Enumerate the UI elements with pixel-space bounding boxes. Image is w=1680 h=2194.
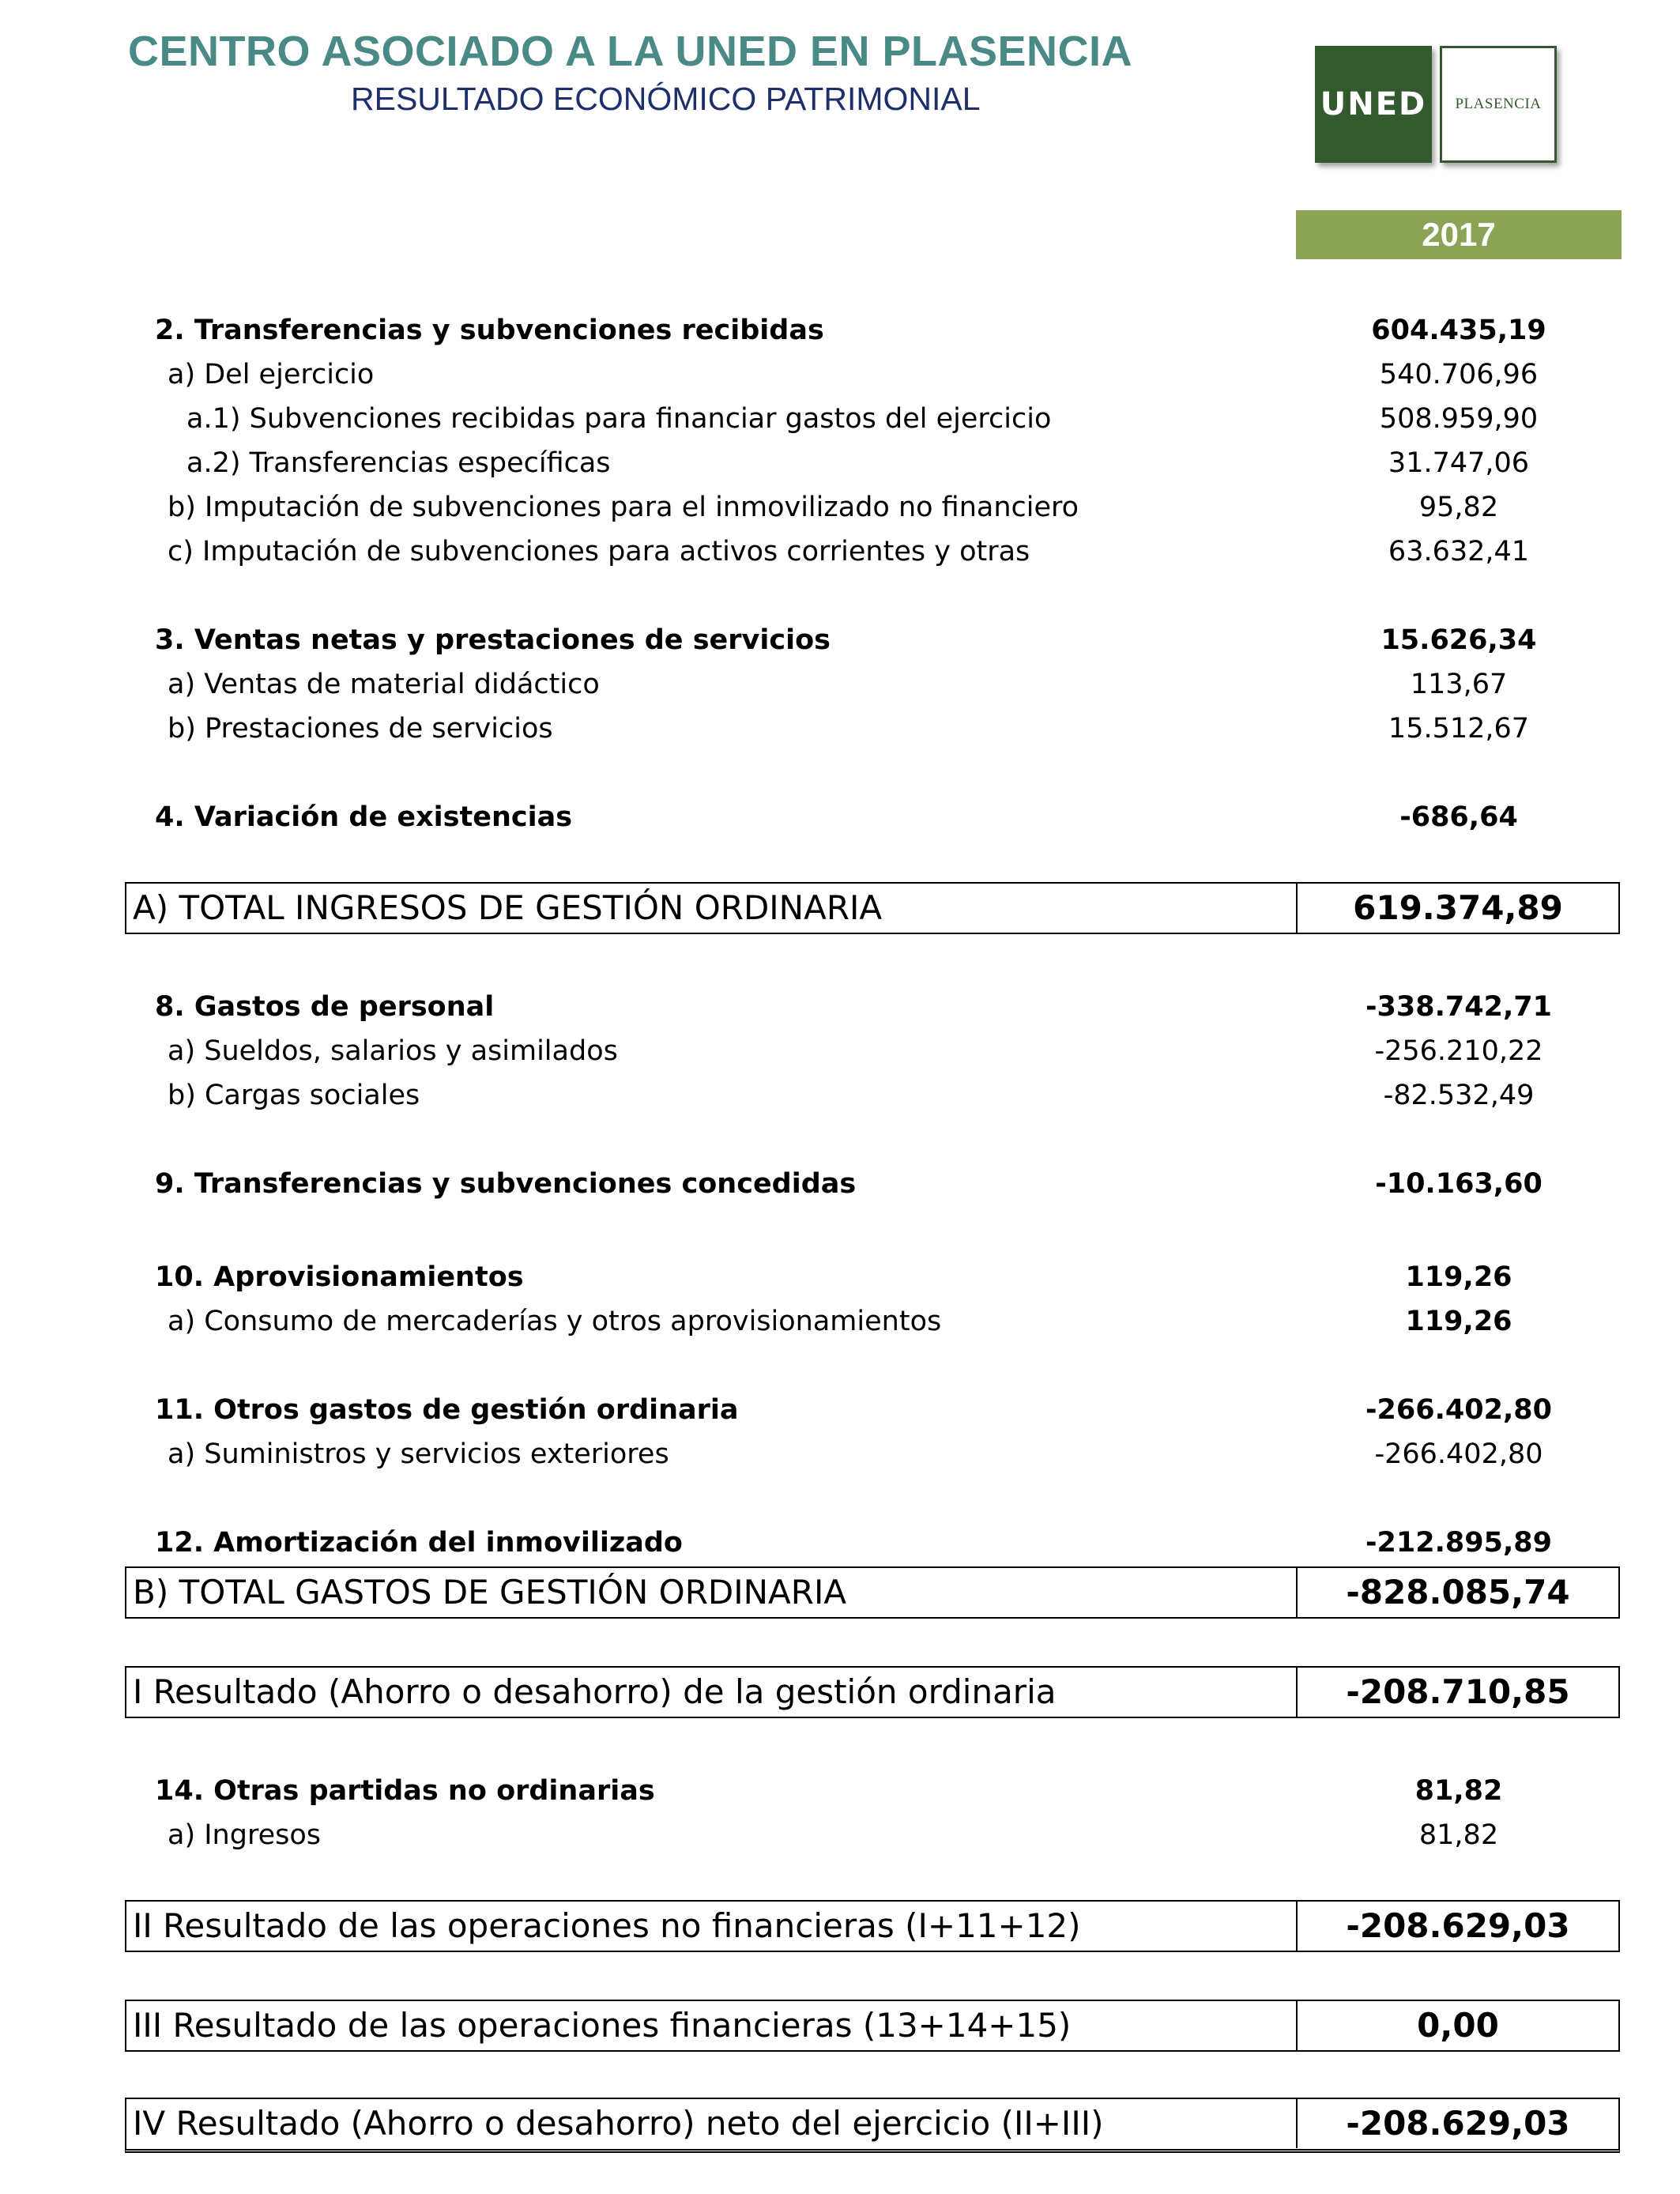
total-row <box>125 2000 1620 2052</box>
line-item <box>0 1029 1680 1073</box>
line-item <box>0 795 1680 839</box>
total-row <box>125 2098 1620 2153</box>
line-item-value: 113,67 <box>1410 669 1508 700</box>
line-item-label: 3. Ventas netas y prestaciones de servicios <box>155 624 831 656</box>
line-item-label: 9. Transferencias y subvenciones concedidas <box>155 1168 857 1200</box>
line-item-value: 604.435,19 <box>1371 315 1546 346</box>
line-item-label: a) Ventas de material didáctico <box>168 669 600 700</box>
total-value: 619.374,89 <box>1353 888 1563 927</box>
line-item <box>0 1769 1680 1813</box>
uned-logo-mark: UNED <box>1315 46 1432 163</box>
total-label: B) TOTAL GASTOS DE GESTIÓN ORDINARIA <box>133 1573 847 1612</box>
line-item-label: b) Imputación de subvenciones para el inmovilizado no financiero <box>168 492 1079 523</box>
line-item <box>0 618 1680 662</box>
line-item <box>0 485 1680 530</box>
uned-logo <box>1315 46 1560 166</box>
line-item-label: 10. Aprovisionamientos <box>155 1261 524 1293</box>
report-title: CENTRO ASOCIADO A LA UNED EN PLASENCIA <box>128 28 1133 75</box>
line-item-value: 95,82 <box>1418 492 1499 523</box>
total-value: -208.629,03 <box>1346 2104 1570 2143</box>
line-item <box>0 1388 1680 1432</box>
line-item-label: 8. Gastos de personal <box>155 991 495 1023</box>
line-item-value: 15.626,34 <box>1381 624 1537 656</box>
year-header: 2017 <box>1296 210 1622 259</box>
line-item-value: 119,26 <box>1405 1261 1512 1293</box>
line-item-label: 12. Amortización del inmovilizado <box>155 1527 683 1559</box>
line-item-value: 31.747,06 <box>1388 447 1530 479</box>
line-item-value: 508.959,90 <box>1379 403 1539 435</box>
line-item <box>0 662 1680 707</box>
line-item-label: a.1) Subvenciones recibidas para financiar gastos del ejercicio <box>186 403 1052 435</box>
line-item-label: c) Imputación de subvenciones para activos corrientes y otras <box>168 536 1030 567</box>
line-item <box>0 1521 1680 1565</box>
line-item <box>0 1432 1680 1476</box>
line-item-value: -686,64 <box>1399 801 1518 833</box>
total-label: I Resultado (Ahorro o desahorro) de la gestión ordinaria <box>133 1672 1057 1711</box>
line-item-value: 63.632,41 <box>1388 536 1530 567</box>
line-item <box>0 397 1680 441</box>
total-row <box>125 1666 1620 1718</box>
total-label: III Resultado de las operaciones financieras (13+14+15) <box>133 2006 1072 2045</box>
total-value: -208.710,85 <box>1346 1672 1570 1711</box>
line-item-label: 14. Otras partidas no ordinarias <box>155 1775 655 1807</box>
total-label: II Resultado de las operaciones no financieras (I+11+12) <box>133 1906 1081 1945</box>
total-label: IV Resultado (Ahorro o desahorro) neto del ejercicio (II+III) <box>133 2104 1104 2143</box>
line-item-label: 11. Otros gastos de gestión ordinaria <box>155 1394 739 1426</box>
line-item-label: a) Ingresos <box>168 1819 321 1851</box>
line-item <box>0 1255 1680 1299</box>
line-item-label: b) Cargas sociales <box>168 1080 420 1111</box>
line-item <box>0 707 1680 751</box>
line-item-label: a) Consumo de mercaderías y otros aprovisionamientos <box>168 1306 942 1337</box>
line-item <box>0 1162 1680 1206</box>
line-item <box>0 308 1680 352</box>
line-item <box>0 985 1680 1029</box>
line-item-label: a) Suministros y servicios exteriores <box>168 1438 669 1470</box>
total-value: -208.629,03 <box>1346 1906 1570 1945</box>
line-item <box>0 1299 1680 1344</box>
total-row <box>125 1566 1620 1619</box>
line-item <box>0 1813 1680 1857</box>
line-item-value: -256.210,22 <box>1374 1035 1543 1067</box>
line-item <box>0 1073 1680 1118</box>
total-value: -828.085,74 <box>1346 1573 1570 1612</box>
plasencia-logo-mark <box>1440 46 1557 163</box>
line-item-value: -266.402,80 <box>1365 1394 1552 1426</box>
line-item <box>0 441 1680 485</box>
line-item-value: -338.742,71 <box>1365 991 1552 1023</box>
report-subtitle: RESULTADO ECONÓMICO PATRIMONIAL <box>351 81 981 117</box>
line-item-value: -10.163,60 <box>1375 1168 1543 1200</box>
line-item-label: b) Prestaciones de servicios <box>168 713 553 745</box>
line-item-value: -212.895,89 <box>1365 1527 1552 1559</box>
total-row <box>125 1900 1620 1952</box>
line-item-value: 540.706,96 <box>1379 359 1539 390</box>
line-item <box>0 530 1680 574</box>
line-item-value: 81,82 <box>1414 1775 1503 1807</box>
line-item-label: 4. Variación de existencias <box>155 801 573 833</box>
line-item-value: -82.532,49 <box>1383 1080 1535 1111</box>
line-item-value: -266.402,80 <box>1374 1438 1543 1470</box>
line-item-label: a.2) Transferencias específicas <box>186 447 611 479</box>
total-value: 0,00 <box>1417 2006 1499 2045</box>
line-item-label: 2. Transferencias y subvenciones recibidas <box>155 315 824 346</box>
line-item-value: 119,26 <box>1405 1306 1512 1337</box>
line-item-value: 15.512,67 <box>1388 713 1530 745</box>
total-label: A) TOTAL INGRESOS DE GESTIÓN ORDINARIA <box>133 888 883 927</box>
total-row <box>125 882 1620 934</box>
line-item <box>0 352 1680 397</box>
line-item-label: a) Del ejercicio <box>168 359 375 390</box>
plasencia-logo-text: PLASENCIA <box>1455 96 1542 112</box>
line-item-label: a) Sueldos, salarios y asimilados <box>168 1035 618 1067</box>
line-item-value: 81,82 <box>1418 1819 1499 1851</box>
